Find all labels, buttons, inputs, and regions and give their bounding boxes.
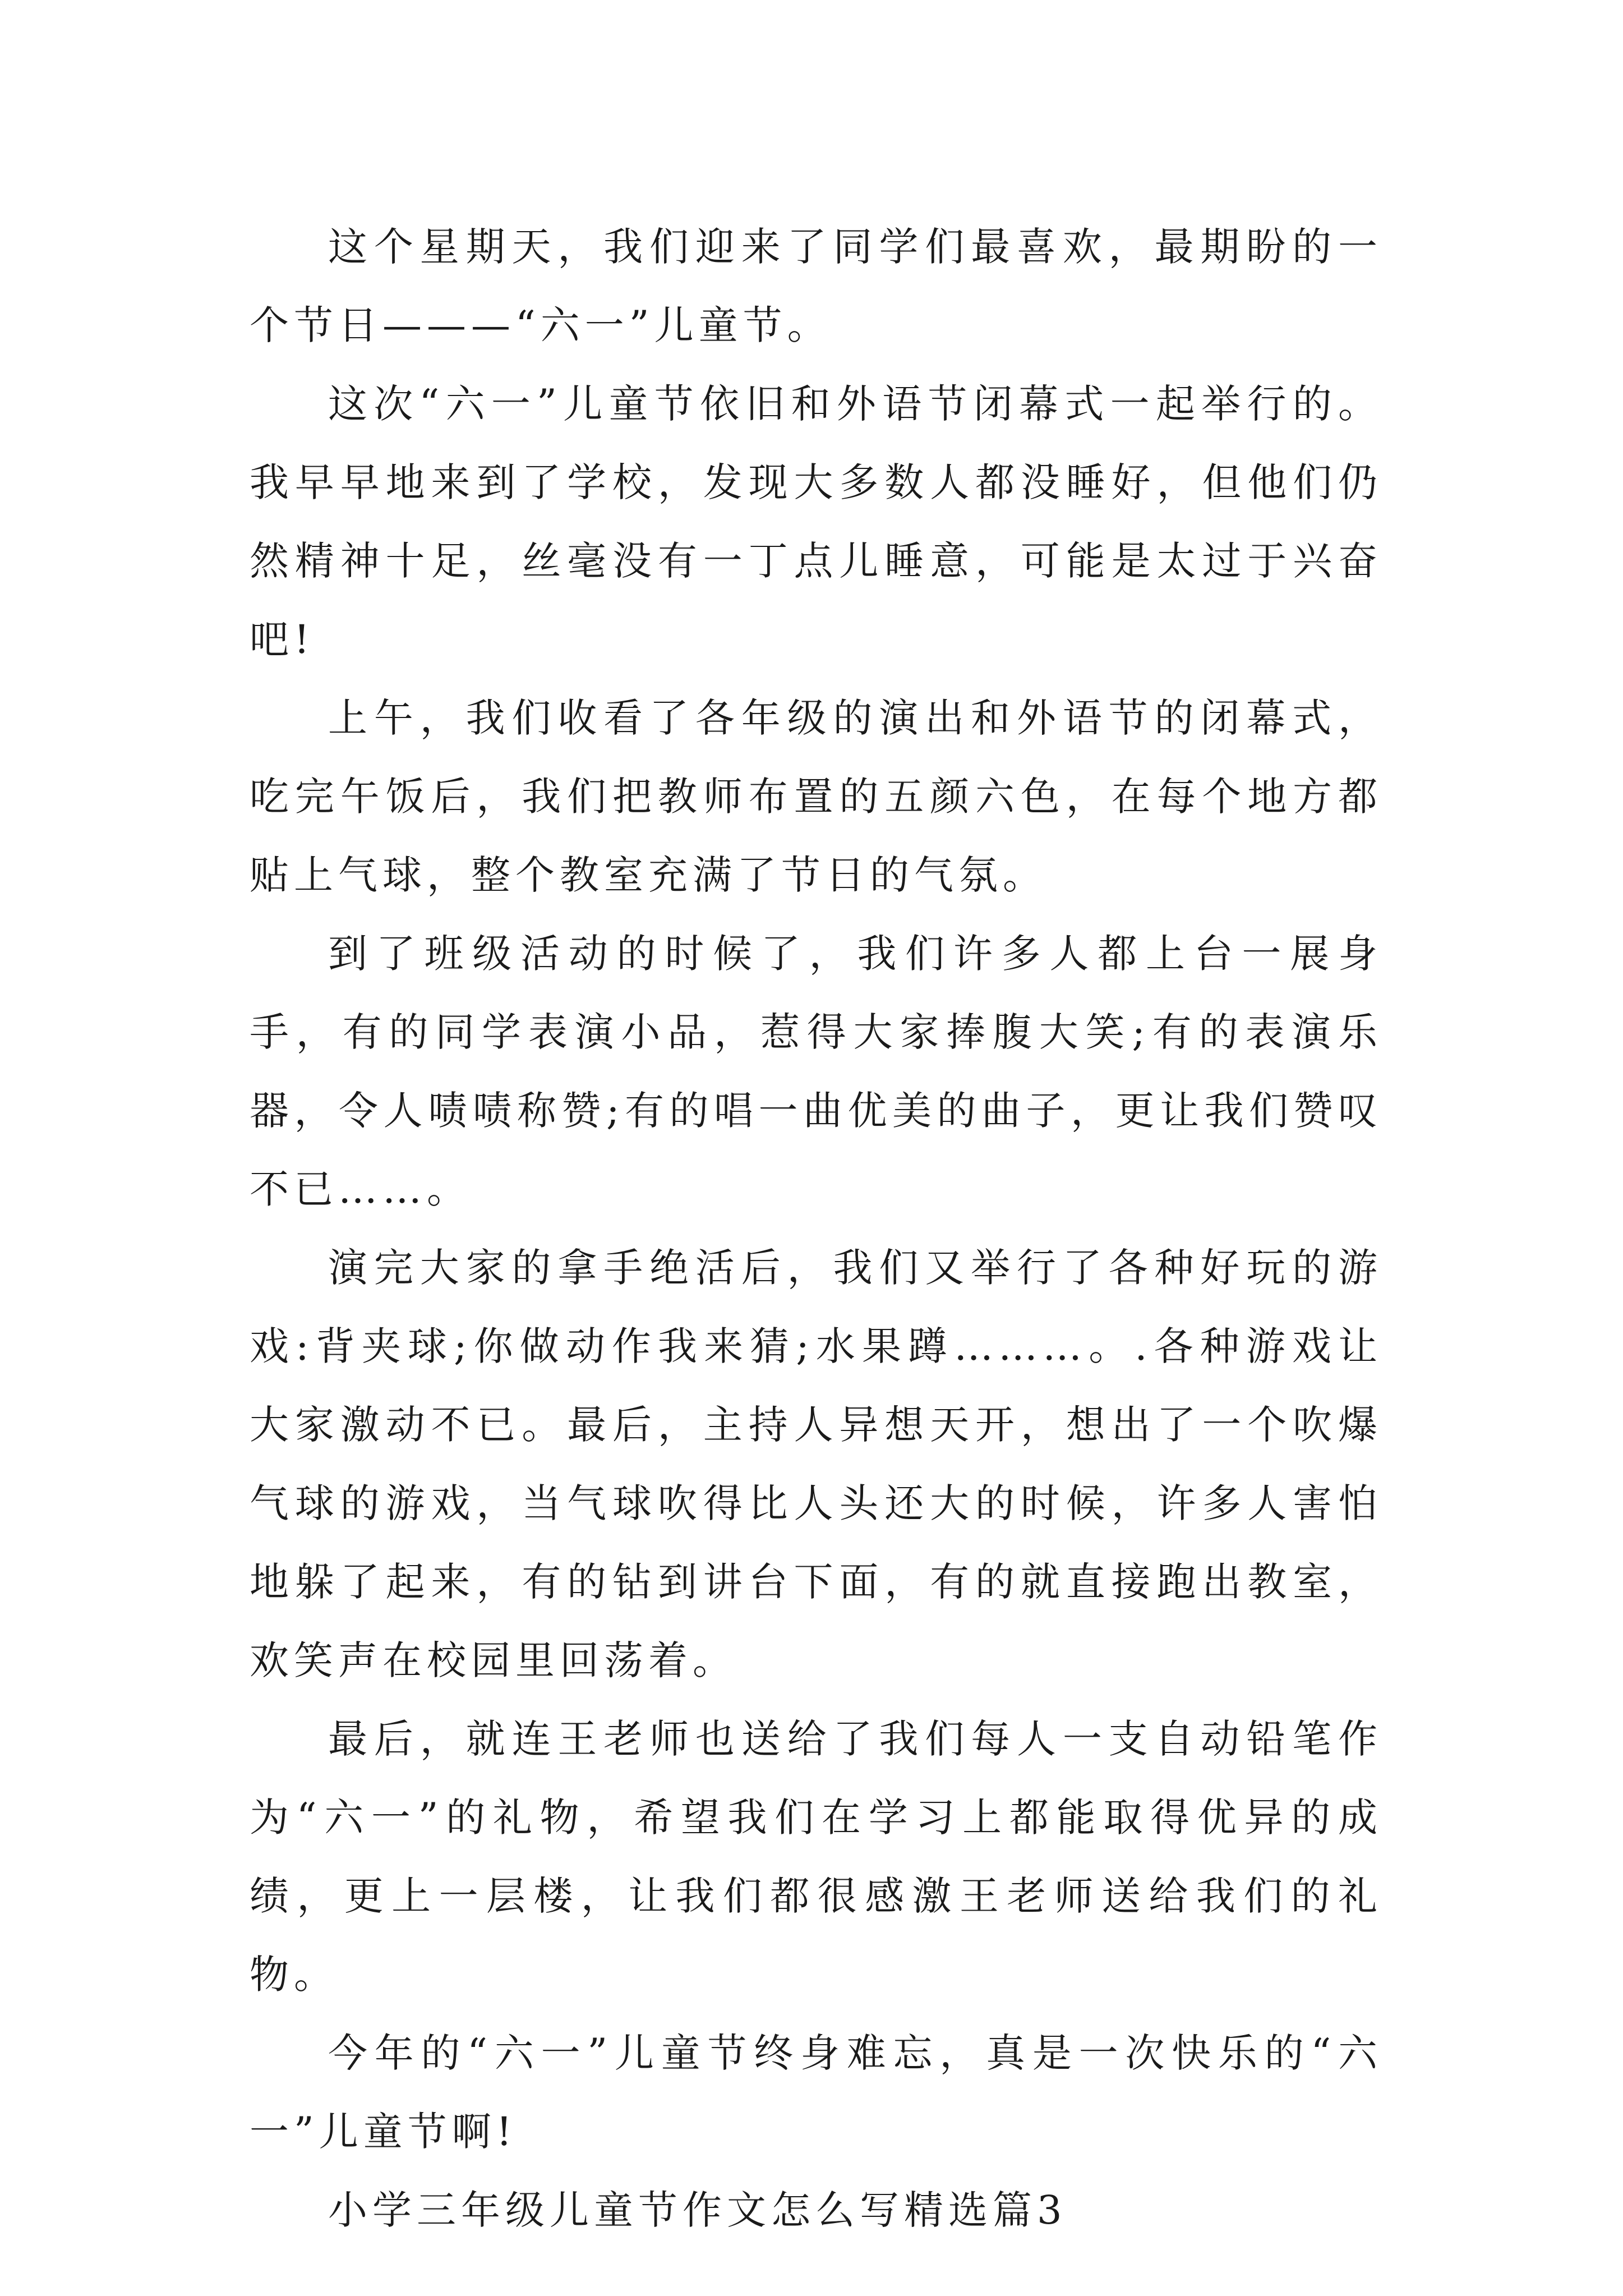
document-body	[250, 208, 1382, 2249]
paragraph-4: 到了班级活动的时候了，我们许多人都上台一展身手，有的同学表演小品，惹得大家捧腹大笑;有的表演乐器，令人啧啧称赞;有的唱一曲优美的曲子，更让我们赞叹不已……。	[250, 931, 1382, 1212]
section-heading: 小学三年级儿童节作文怎么写精选篇3	[328, 2187, 1067, 2233]
paragraph-5: 演完大家的拿手绝活后，我们又举行了各种好玩的游戏:背夹球;你做动作我来猜;水果蹲………。.各种游戏让大家激动不已。最后，主持人异想天开，想出了一个吹爆气球的游戏，当气球吹得比人头还大的时候，许多人害怕地躲了起来，有的钻到讲台下面，有的就直接跑出教室，欢笑声在校园里回荡着。	[250, 1245, 1382, 1683]
paragraph-7: 今年的“六一”儿童节终身难忘，真是一次快乐的“六一”儿童节啊!	[250, 2030, 1382, 2155]
paragraph-1: 这个星期天，我们迎来了同学们最喜欢，最期盼的一个节日———“六一”儿童节。	[250, 224, 1382, 348]
paragraph-6: 最后，就连王老师也送给了我们每人一支自动铅笔作为“六一”的礼物，希望我们在学习上都能取得优异的成绩，更上一层楼，让我们都很感激王老师送给我们的礼物。	[250, 1716, 1382, 1998]
paragraph-3: 上午，我们收看了各年级的演出和外语节的闭幕式，吃完午饭后，我们把教师布置的五颜六色，在每个地方都贴上气球，整个教室充满了节日的气氛。	[250, 695, 1382, 898]
paragraph-2: 这次“六一”儿童节依旧和外语节闭幕式一起举行的。我早早地来到了学校，发现大多数人都没睡好，但他们仍然精神十足，丝毫没有一丁点儿睡意，可能是太过于兴奋吧!	[250, 381, 1382, 662]
